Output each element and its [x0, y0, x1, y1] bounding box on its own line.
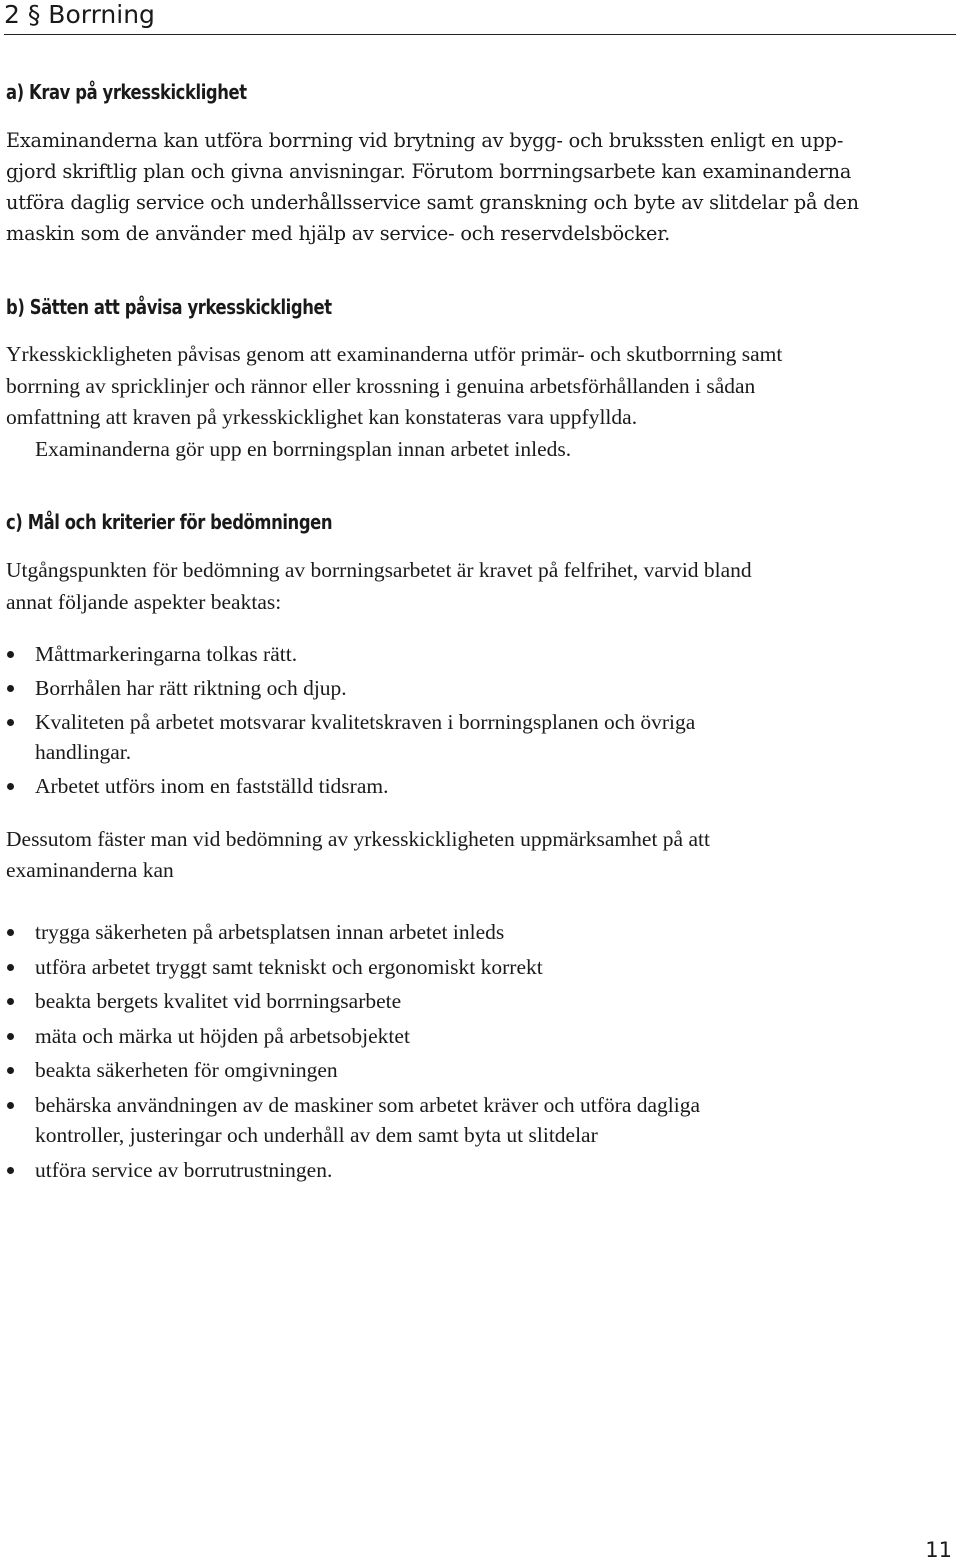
list-item-text: handlingar.: [35, 740, 132, 764]
list-item-text: utföra service av borrutrustningen.: [35, 1157, 333, 1182]
section-a-line: utföra daglig service och underhållsservice samt granskning och byte av slitdelar på den: [6, 191, 859, 214]
list-item-text: mäta och märka ut höjden på arbetsobjektet: [35, 1023, 410, 1048]
section-b-paragraph: [6, 339, 956, 465]
list-item: [0, 952, 950, 982]
section-c-intro: [6, 555, 956, 618]
section-a-heading: a) Krav på yrkesskicklighet: [6, 80, 247, 104]
section-b-line: Examinanderna gör upp en borrningsplan innan arbetet inleds.: [35, 436, 572, 461]
page-header: [4, 0, 956, 35]
list-item-text: beakta bergets kvalitet vid borrningsarbete: [35, 989, 402, 1014]
list-item: [0, 917, 950, 947]
section-a-paragraph: [6, 125, 956, 249]
bullet-icon: [7, 964, 14, 971]
bullet-icon: [7, 929, 14, 936]
section-c-also-line: examinanderna kan: [6, 858, 174, 882]
section-c-also-line: Dessutom fäster man vid bedömning av yrkesskickligheten uppmärksamhet på att: [6, 827, 710, 851]
bullet-icon: [7, 685, 14, 692]
criteria-list: [0, 639, 950, 801]
list-item-text: utföra arbetet tryggt samt tekniskt och ergonomiskt korrekt: [35, 954, 543, 979]
list-item: [0, 707, 950, 767]
list-item-text: trygga säkerheten på arbetsplatsen innan arbetet inleds: [35, 920, 505, 944]
page-header-title: 2 § Borrning: [4, 0, 155, 29]
bullet-icon: [7, 783, 14, 790]
list-item: [0, 986, 950, 1016]
list-item: [0, 1055, 950, 1085]
bullet-icon: [7, 719, 14, 726]
bullet-icon: [7, 1102, 14, 1109]
list-item: [0, 771, 950, 801]
section-a-line: Examinanderna kan utföra borrning vid brytning av bygg- och brukssten enligt en upp-: [6, 129, 844, 152]
list-item-text: Borrhålen har rätt riktning och djup.: [35, 676, 347, 700]
list-item-text: behärska användningen av de maskiner som arbetet kräver och utföra dagliga: [35, 1092, 701, 1117]
abilities-list: [0, 917, 950, 1185]
section-b-heading: b) Sätten att påvisa yrkesskicklighet: [6, 295, 332, 319]
section-c-intro-line: Utgångspunkten för bedömning av borrningsarbetet är kravet på felfrihet, varvid bland: [6, 558, 752, 582]
list-item: [0, 639, 950, 669]
section-a-line: maskin som de använder med hjälp av service- och reservdelsböcker.: [6, 222, 671, 245]
list-item: [0, 1155, 950, 1185]
bullet-icon: [7, 1167, 14, 1174]
section-b-line: Yrkesskickligheten påvisas genom att examinanderna utför primär- och skutborrning samt: [6, 342, 783, 366]
list-item: [0, 1021, 950, 1051]
bullet-icon: [7, 1067, 14, 1074]
list-item: [0, 673, 950, 703]
list-item-text: beakta säkerheten för omgivningen: [35, 1058, 338, 1083]
section-c-heading: c) Mål och kriterier för bedömningen: [6, 510, 333, 534]
section-b-line: omfattning att kraven på yrkesskicklighet kan konstateras vara uppfyllda.: [6, 405, 638, 429]
list-item: [0, 1090, 950, 1150]
bullet-icon: [7, 1033, 14, 1040]
section-c-also: [6, 824, 956, 886]
bullet-icon: [7, 651, 14, 658]
section-c-intro-line: annat följande aspekter beaktas:: [6, 589, 282, 614]
section-a-line: gjord skriftlig plan och givna anvisningar. Förutom borrningsarbete kan examinanderna: [6, 160, 852, 183]
list-item-text: Måttmarkeringarna tolkas rätt.: [35, 642, 298, 666]
list-item-text: Kvaliteten på arbetet motsvarar kvalitetskraven i borrningsplanen och övriga: [35, 710, 696, 734]
list-item-text: kontroller, justeringar och underhåll av dem samt byta ut slitdelar: [35, 1122, 598, 1147]
page-number: 11: [925, 1538, 952, 1562]
section-b-line: borrning av spricklinjer och rännor eller krossning i genuina arbetsförhållanden i sådan: [6, 373, 756, 398]
list-item-text: Arbetet utförs inom en fastställd tidsram.: [35, 774, 389, 798]
bullet-icon: [7, 998, 14, 1005]
